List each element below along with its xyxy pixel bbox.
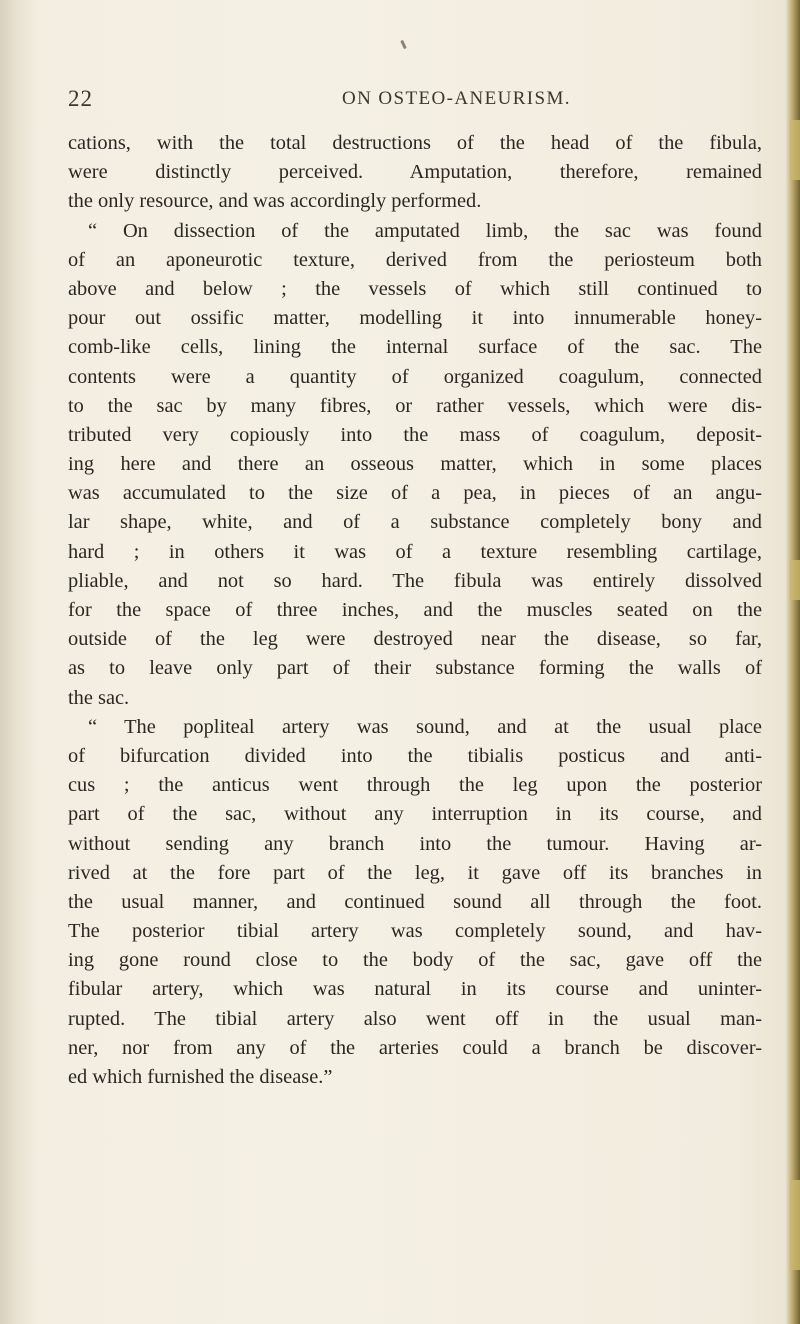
body-text (68, 129, 762, 1092)
text-line: rupted. The tibial artery also went off in the usual man- (68, 1007, 762, 1030)
text-line: “ The popliteal artery was sound, and at the usual place (88, 715, 762, 738)
page-edge-stain (790, 120, 800, 180)
text-line: The posterior tibial artery was completely sound, and hav- (68, 920, 762, 943)
text-line: were distinctly perceived. Amputation, therefore, remained (68, 161, 762, 184)
text-line: ing here and there an osseous matter, which in some places (68, 453, 762, 476)
text-line: without sending any branch into the tumour. Having ar- (68, 832, 762, 855)
text-line: cus ; the anticus went through the leg upon the posterior (68, 774, 762, 797)
text-line: of an aponeurotic texture, derived from the periosteum both (68, 248, 762, 271)
text-line: lar shape, white, and of a substance completely bony and (68, 511, 762, 534)
text-line: ner, nor from any of the arteries could a branch be discover- (68, 1036, 762, 1059)
text-line: cations, with the total destructions of the head of the fibula, (68, 132, 762, 154)
text-line: the sac. (68, 686, 130, 709)
text-line: “ On dissection of the amputated limb, the sac was found (88, 219, 762, 242)
text-line: as to leave only part of their substance forming the walls of (68, 657, 762, 680)
text-line: above and below ; the vessels of which still continued to (68, 277, 762, 300)
page-gutter-shadow (0, 0, 40, 1324)
page-edge-stain (790, 1180, 800, 1270)
page-header (68, 86, 768, 116)
text-line: ing gone round close to the body of the sac, gave off the (68, 949, 762, 972)
text-line: outside of the leg were destroyed near the disease, so far, (68, 628, 762, 651)
text-line: contents were a quantity of organized coagulum, connected (68, 365, 762, 388)
page-edge-stain (790, 560, 800, 600)
text-line: was accumulated to the size of a pea, in pieces of an angu- (68, 482, 762, 505)
text-line: hard ; in others it was of a texture resembling cartilage, (68, 540, 762, 563)
text-line: to the sac by many fibres, or rather vessels, which were dis- (68, 394, 762, 417)
text-line: the only resource, and was accordingly performed. (68, 190, 482, 213)
text-line: the usual manner, and continued sound all through the foot. (68, 890, 762, 913)
text-line: pour out ossific matter, modelling it into innumerable honey- (68, 307, 762, 330)
text-line: fibular artery, which was natural in its course and uninter- (68, 978, 762, 1001)
text-line: tributed very copiously into the mass of coagulum, deposit- (68, 423, 762, 446)
text-line: ed which furnished the disease.” (68, 1066, 333, 1088)
text-line: for the space of three inches, and the muscles seated on the (68, 599, 762, 621)
text-line: part of the sac, without any interruption in its course, and (68, 803, 762, 826)
text-line: comb-like cells, lining the internal surface of the sac. The (68, 336, 762, 359)
text-line: of bifurcation divided into the tibialis posticus and anti- (68, 744, 762, 767)
ink-speck (400, 40, 407, 49)
running-head: ON OSTEO-ANEURISM. (342, 88, 571, 109)
text-line: pliable, and not so hard. The fibula was entirely dissolved (68, 569, 762, 592)
page-number: 22 (68, 86, 93, 111)
page-edge (786, 0, 800, 1324)
text-line: rived at the fore part of the leg, it gave off its branches in (68, 861, 762, 884)
